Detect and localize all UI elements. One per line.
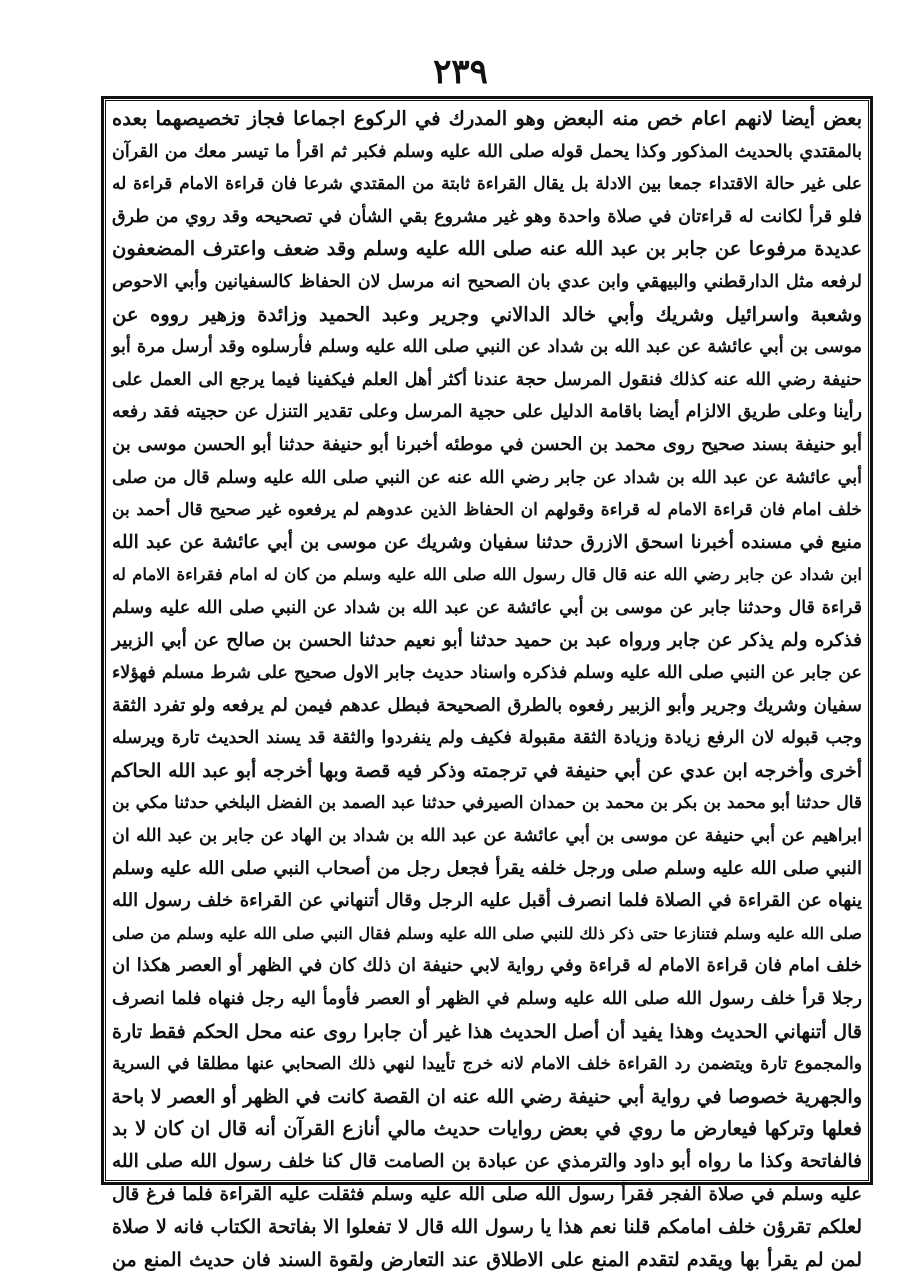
text-line: رأينا وعلى طريق الالزام أيضا باقامة الدليل على حجية المرسل وعلى تقدير التنزل عن حجيته فقد رفعه (112, 402, 862, 423)
text-line: والجهرية خصوصا في رواية أبي حنيفة رضي الله عنه ان القصة كانت في الظهر أو العصر لا باحة (111, 1085, 862, 1108)
text-line: حنيفة رضي الله عنه كذلك فنقول المرسل حجة عندنا أكثر أهل العلم فيكفينا فيما يرجع الى العمل على (112, 369, 862, 390)
page-number: ٢٣٩ (433, 52, 488, 92)
text-line: وجب قبوله لان الرفع زيادة وزيادة الثقة مقبولة فكيف ولم ينفردوا والثقة قد يسند الحديث تارة ويرسله (112, 728, 862, 749)
text-line: فعلها وتركها فيعارض ما روي في بعض روايات حديث مالي أنازع القرآن أنه قال ان كان لا بد (112, 1117, 862, 1141)
text-line: أبي عائشة عن عبد الله بن شداد عن جابر رضي الله عنه عن النبي صلى الله عليه وسلم قال من صلى (112, 467, 862, 488)
text-line: فالفاتحة وكذا ما رواه أبو داود والترمذي عن عبادة بن الصامت قال كنا خلف رسول الله صلى الله (112, 1151, 862, 1172)
text-line: فذكره ولم يذكر عن جابر ورواه عبد بن حميد حدثنا أبو نعيم حدثنا الحسن بن صالح عن أبي الزبير (112, 629, 862, 651)
text-line: صلى الله عليه وسلم فتنازعا حتى ذكر ذلك للنبي صلى الله عليه وسلم فقال النبي صلى الله عليه وسلم من صلى (112, 923, 862, 943)
text-line: بعض أيضا لانهم اعام خص منه البعض وهو المدرك في الركوع اجماعا فجاز تخصيصهما بعده (112, 107, 862, 130)
text-line: أبو حنيفة بسند صحيح روى محمد بن الحسن في موطئه أخبرنا أبو حنيفة حدثنا أبو الحسن موسى بن (112, 433, 862, 455)
text-line: عديدة مرفوعا عن جابر بن عبد الله عنه صلى الله عليه وسلم وقد ضعف واعترف المضعفون (112, 237, 862, 261)
text-line: على غير حالة الاقتداء جمعا بين الادلة بل يقال القراءة ثابتة من المقتدي شرعا فان قراءة الامام قراءة له (112, 174, 862, 195)
text-line: بالمقتدي بالحديث المذكور وكذا يحمل قوله صلى الله عليه وسلم فكبر ثم اقرأ ما تيسر معك من القرآن (112, 141, 862, 162)
text-line: خلف امام فان قراءة الامام له قراءة وقولهم ان الحفاظ الذين عدوهم لم يرفعوه غير صحيح قال أحمد بن (112, 500, 862, 521)
text-line: قال حدثنا أبو محمد بن بكر بن محمد بن حمدان الصيرفي حدثنا عبد الصمد بن الفضل البلخي حدثنا مكي بن (112, 793, 862, 814)
text-line: قال أتنهاني الحديث وهذا يفيد أن أصل الحديث هذا غير أن جابرا روى عنه محل الحكم فقط تارة (112, 1020, 862, 1043)
text-line: ابن شداد عن جابر رضي الله عنه قال قال رسول الله صلى الله عليه وسلم من كان له امام فقراءة الامام له (112, 565, 862, 585)
text-line: فلو قرأ لكانت له قراءتان في صلاة واحدة وهو غير مشروع بقي الشأن في تصحيحه وقد روي من طرق (112, 206, 862, 227)
text-line: لرفعه مثل الدارقطني والبيهقي وابن عدي بان الصحيح انه مرسل لان الحفاظ كالسفيانين وأبي الاحوص (112, 271, 862, 292)
body-text (108, 103, 866, 1271)
text-line: عن جابر عن النبي صلى الله عليه وسلم فذكره واسناد حديث جابر الاول صحيح على شرط مسلم فهؤلاء (112, 663, 862, 684)
text-line: ينهاه عن القراءة في الصلاة فلما انصرف أقبل عليه الرجل وقال أتنهاني عن القراءة خلف رسول الله (112, 890, 862, 912)
text-line: أخرى وأخرجه ابن عدي عن أبي حنيفة في ترجمته وذكر فيه قصة وبها أخرجه أبو عبد الله الحاكم (110, 759, 862, 782)
text-line: ابراهيم عن أبي حنيفة عن موسى بن أبي عائشة عن عبد الله بن شداد بن الهاد عن جابر بن عبد الله ان (112, 826, 862, 847)
text-line: رجلا قرأ خلف رسول الله صلى الله عليه وسلم في الظهر أو العصر فأومأ اليه رجل فنهاه فلما انصرف (112, 989, 862, 1010)
text-line: عليه وسلم في صلاة الفجر فقرأ رسول الله صلى الله عليه وسلم فثقلت عليه القراءة فلما فرغ قال (112, 1183, 862, 1205)
text-line: وشعبة واسرائيل وشريك وأبي خالد الدالاني وجرير وعبد الحميد وزائدة وزهير رووه عن (112, 302, 862, 326)
text-line: والمجموع تارة ويتضمن رد القراءة خلف الامام لانه خرج تأييدا لنهي ذلك الصحابي عنها مطلقا في السرية (112, 1054, 862, 1075)
text-line: خلف امام فان قراءة الامام له قراءة وفي رواية لابي حنيفة ان ذلك كان في الظهر أو العصر هكذا ان (112, 955, 862, 977)
text-line: النبي صلى الله عليه وسلم صلى ورجل خلفه يقرأ فجعل رجل من أصحاب النبي صلى الله عليه وسلم (112, 857, 862, 879)
text-line: سفيان وشريك وجرير وأبو الزبير رفعوه بالطرق الصحيحة فبطل عدهم فيمن لم يرفعه ولو تفرد الثقة (112, 694, 862, 716)
text-line: موسى بن أبي عائشة عن عبد الله بن شداد عن النبي صلى الله عليه وسلم فأرسلوه وقد أرسل مرة أبو (112, 337, 862, 358)
text-line: لمن لم يقرأ بها ويقدم لتقدم المنع على الاطلاق عند التعارض ولقوة السند فان حديث المنع من (112, 1248, 862, 1271)
text-line: منيع في مسنده أخبرنا اسحق الازرق حدثنا سفيان وشريك عن موسى بن أبي عائشة عن عبد الله (112, 531, 862, 553)
text-line: قراءة قال وحدثنا جابر عن موسى بن أبي عائشة عن عبد الله بن شداد عن النبي صلى الله عليه وسلم (112, 597, 862, 618)
text-line: لعلكم تقرؤن خلف امامكم قلنا نعم هذا يا رسول الله قال لا تفعلوا الا بفاتحة الكتاب فانه لا صلاة (112, 1216, 862, 1239)
